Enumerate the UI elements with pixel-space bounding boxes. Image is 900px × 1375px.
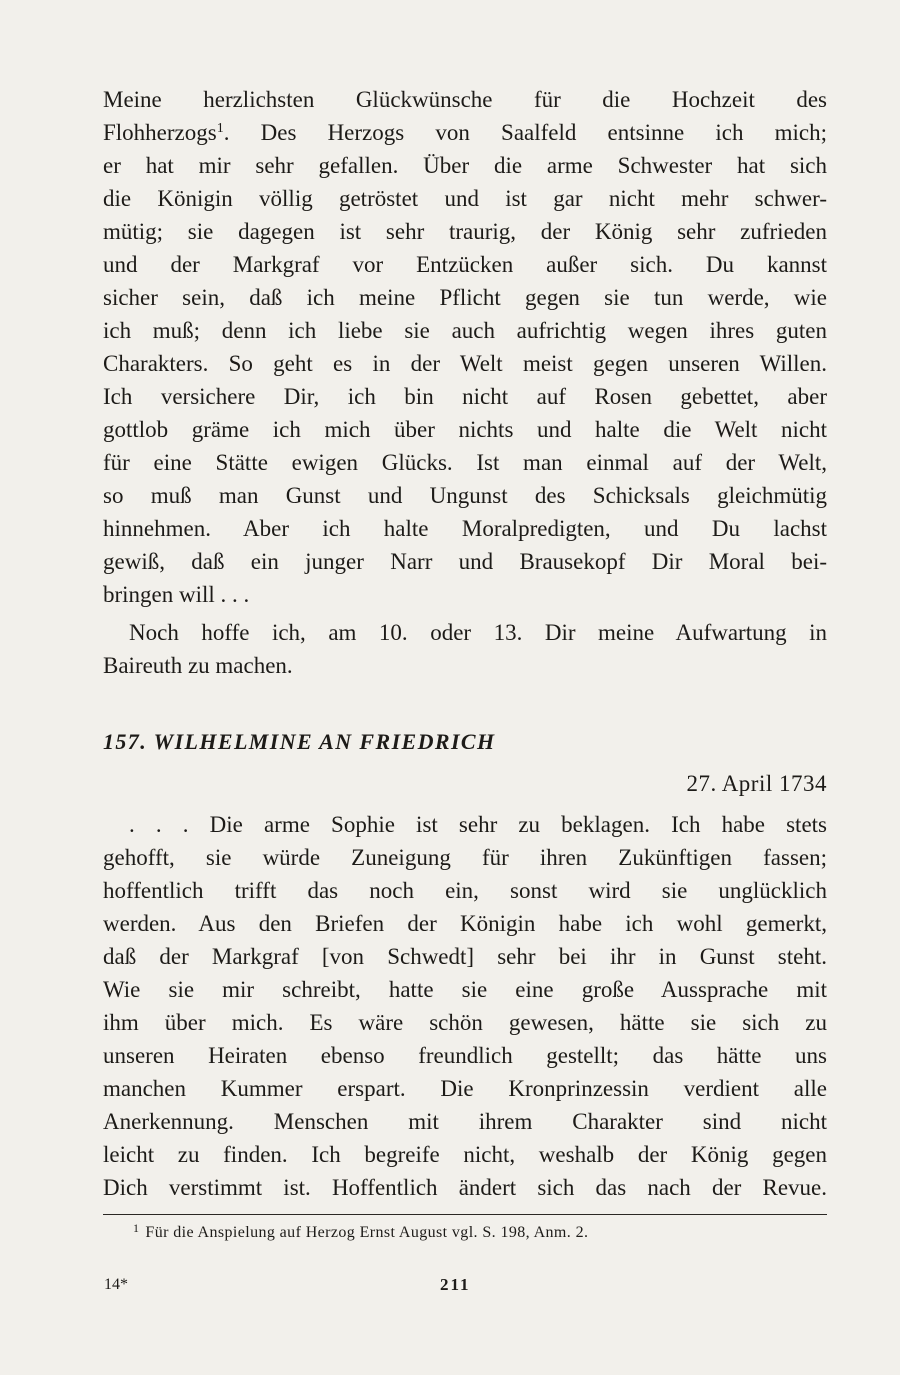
text-line: ich muß; denn ich liebe sie auch aufrichtig wegen ihres guten	[103, 318, 827, 343]
letter-heading: 157. WILHELMINE AN FRIEDRICH	[103, 729, 496, 754]
printer-signature: 14*	[104, 1276, 128, 1293]
text-line: werden. Aus den Briefen der Königin habe ich wohl gemerkt,	[103, 911, 827, 936]
text-line: unseren Heiraten ebenso freundlich gestellt; das hätte uns	[103, 1043, 827, 1068]
text-line: Charakters. So geht es in der Welt meist gegen unseren Willen.	[103, 351, 827, 376]
text-line: hinnehmen. Aber ich halte Moralpredigten, und Du lachst	[103, 516, 827, 541]
text-line	[103, 117, 827, 150]
footnote-mark: 1	[133, 1221, 140, 1235]
text-fragment: . Des Herzogs von Saalfeld entsinne ich mich;	[223, 120, 827, 145]
text-line: manchen Kummer erspart. Die Kronprinzessin verdient alle	[103, 1076, 827, 1101]
text-line: Ich versichere Dir, ich bin nicht auf Rosen gebettet, aber	[103, 384, 827, 409]
footnote	[133, 1222, 588, 1244]
text-line: sicher sein, daß ich meine Pflicht gegen sie tun werde, wie	[103, 285, 827, 310]
footnote-divider	[103, 1214, 827, 1215]
text-line: leicht zu finden. Ich begreife nicht, weshalb der König gegen	[103, 1142, 827, 1167]
text-line: für eine Stätte ewigen Glücks. Ist man einmal auf der Welt,	[103, 450, 827, 475]
text-line: Dich verstimmt ist. Hoffentlich ändert sich das nach der Revue.	[103, 1175, 827, 1200]
text-line: und der Markgraf vor Entzücken außer sich. Du kannst	[103, 252, 827, 277]
text-line: gehofft, sie würde Zuneigung für ihren Zukünftigen fassen;	[103, 845, 827, 870]
footnote-text: Für die Anspielung auf Herzog Ernst August vgl. S. 198, Anm. 2.	[145, 1224, 589, 1241]
footnote-reference[interactable]: 1	[216, 121, 224, 136]
text-fragment: Flohherzogs	[103, 120, 217, 145]
text-line: bringen will . . .	[103, 582, 250, 607]
page-number: 211	[440, 1275, 471, 1294]
text-line: ihm über mich. Es wäre schön gewesen, hätte sie sich zu	[103, 1010, 827, 1035]
text-line: gewiß, daß ein junger Narr und Brausekopf Dir Moral bei-	[103, 549, 827, 574]
text-line: . . . Die arme Sophie ist sehr zu beklagen. Ich habe stets	[129, 812, 827, 837]
text-line: Baireuth zu machen.	[103, 653, 293, 678]
text-line: Noch hoffe ich, am 10. oder 13. Dir meine Aufwartung in	[129, 620, 827, 645]
text-line: gottlob gräme ich mich über nichts und halte die Welt nicht	[103, 417, 827, 442]
text-line: daß der Markgraf [von Schwedt] sehr bei ihr in Gunst steht.	[103, 944, 827, 969]
text-line: er hat mir sehr gefallen. Über die arme Schwester hat sich	[103, 153, 827, 178]
text-line: die Königin völlig getröstet und ist gar nicht mehr schwer-	[103, 186, 827, 211]
letter-date: 27. April 1734	[686, 771, 827, 796]
text-line: hoffentlich trifft das noch ein, sonst wird sie unglücklich	[103, 878, 827, 903]
text-line: so muß man Gunst und Ungunst des Schicksals gleichmütig	[103, 483, 827, 508]
text-line: Wie sie mir schreibt, hatte sie eine große Aussprache mit	[103, 977, 827, 1002]
text-line: Anerkennung. Menschen mit ihrem Charakter sind nicht	[103, 1109, 827, 1134]
text-line: mütig; sie dagegen ist sehr traurig, der König sehr zufrieden	[103, 219, 827, 244]
text-line: Meine herzlichsten Glückwünsche für die Hochzeit des	[103, 87, 827, 112]
